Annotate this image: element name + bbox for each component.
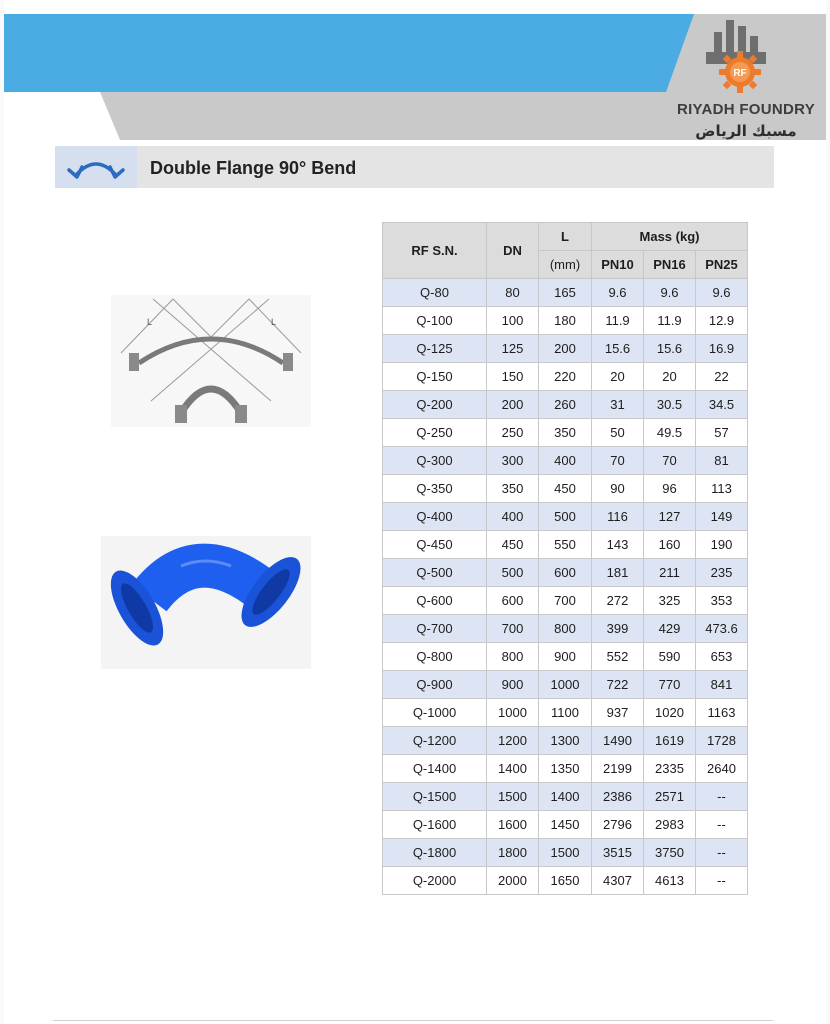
cell-pn25: 22 (696, 363, 748, 391)
cell-pn10: 399 (592, 615, 644, 643)
table-row (383, 839, 748, 867)
cell-pn10: 116 (592, 503, 644, 531)
cell-l: 165 (539, 279, 592, 307)
cell-sn: Q-100 (383, 307, 487, 335)
cell-l: 550 (539, 531, 592, 559)
cell-pn10: 50 (592, 419, 644, 447)
spec-table (382, 222, 748, 895)
table-row (383, 783, 748, 811)
cell-sn: Q-900 (383, 671, 487, 699)
bend-technical-drawing (111, 295, 311, 427)
cell-pn10: 3515 (592, 839, 644, 867)
cell-pn25: 235 (696, 559, 748, 587)
cell-pn16: 211 (644, 559, 696, 587)
table-row (383, 447, 748, 475)
cell-sn: Q-80 (383, 279, 487, 307)
cell-pn16: 30.5 (644, 391, 696, 419)
table-row (383, 699, 748, 727)
cell-pn16: 4613 (644, 867, 696, 895)
cell-sn: Q-1600 (383, 811, 487, 839)
cell-pn10: 15.6 (592, 335, 644, 363)
cell-dn: 80 (487, 279, 539, 307)
cell-pn16: 127 (644, 503, 696, 531)
cell-l: 260 (539, 391, 592, 419)
cell-dn: 1400 (487, 755, 539, 783)
cell-dn: 400 (487, 503, 539, 531)
cell-pn10: 20 (592, 363, 644, 391)
dimension-label-right: L (271, 317, 277, 327)
table-row (383, 727, 748, 755)
cell-pn10: 143 (592, 531, 644, 559)
cell-pn25: 653 (696, 643, 748, 671)
cell-pn25: -- (696, 811, 748, 839)
cell-pn25: 841 (696, 671, 748, 699)
logo-letters: RF (733, 68, 747, 79)
cell-pn10: 31 (592, 391, 644, 419)
cell-sn: Q-1800 (383, 839, 487, 867)
bend-product-photo (101, 536, 311, 669)
cell-l: 1100 (539, 699, 592, 727)
cell-dn: 1000 (487, 699, 539, 727)
cell-pn16: 1020 (644, 699, 696, 727)
cell-pn16: 2335 (644, 755, 696, 783)
cell-pn16: 70 (644, 447, 696, 475)
cell-sn: Q-600 (383, 587, 487, 615)
cell-l: 1400 (539, 783, 592, 811)
cell-pn10: 4307 (592, 867, 644, 895)
cell-l: 900 (539, 643, 592, 671)
table-row (383, 279, 748, 307)
cell-sn: Q-450 (383, 531, 487, 559)
cell-l: 1000 (539, 671, 592, 699)
cell-pn10: 11.9 (592, 307, 644, 335)
table-row (383, 867, 748, 895)
cell-pn10: 722 (592, 671, 644, 699)
cell-dn: 300 (487, 447, 539, 475)
cell-pn25: -- (696, 839, 748, 867)
cell-pn16: 11.9 (644, 307, 696, 335)
cell-l: 220 (539, 363, 592, 391)
header-pn16: PN16 (644, 251, 696, 279)
cell-l: 700 (539, 587, 592, 615)
page-title: Double Flange 90° Bend (150, 158, 357, 178)
table-row (383, 671, 748, 699)
table-row (383, 531, 748, 559)
cell-dn: 900 (487, 671, 539, 699)
cell-dn: 2000 (487, 867, 539, 895)
cell-pn25: 149 (696, 503, 748, 531)
cell-dn: 1500 (487, 783, 539, 811)
header-pn10: PN10 (592, 251, 644, 279)
header-l-unit: (mm) (539, 251, 592, 279)
cell-pn10: 9.6 (592, 279, 644, 307)
table-row (383, 363, 748, 391)
cell-dn: 150 (487, 363, 539, 391)
cell-pn10: 552 (592, 643, 644, 671)
cell-dn: 100 (487, 307, 539, 335)
cell-pn25: 81 (696, 447, 748, 475)
header-dn: DN (487, 223, 539, 279)
table-row (383, 559, 748, 587)
cell-dn: 200 (487, 391, 539, 419)
cell-pn25: 2640 (696, 755, 748, 783)
cell-sn: Q-125 (383, 335, 487, 363)
cell-pn25: 1163 (696, 699, 748, 727)
cell-dn: 350 (487, 475, 539, 503)
cell-pn25: 190 (696, 531, 748, 559)
cell-pn25: 12.9 (696, 307, 748, 335)
cell-dn: 450 (487, 531, 539, 559)
cell-l: 400 (539, 447, 592, 475)
cell-l: 350 (539, 419, 592, 447)
cell-pn10: 272 (592, 587, 644, 615)
cell-sn: Q-200 (383, 391, 487, 419)
cell-pn16: 429 (644, 615, 696, 643)
cell-l: 1450 (539, 811, 592, 839)
cell-pn10: 2386 (592, 783, 644, 811)
header-mass: Mass (kg) (592, 223, 748, 251)
cell-sn: Q-250 (383, 419, 487, 447)
cell-dn: 125 (487, 335, 539, 363)
cell-pn16: 9.6 (644, 279, 696, 307)
cell-pn10: 2199 (592, 755, 644, 783)
cell-dn: 500 (487, 559, 539, 587)
table-row (383, 335, 748, 363)
cell-pn25: 1728 (696, 727, 748, 755)
cell-dn: 250 (487, 419, 539, 447)
cell-l: 1650 (539, 867, 592, 895)
cell-pn16: 3750 (644, 839, 696, 867)
cell-sn: Q-350 (383, 475, 487, 503)
table-row (383, 811, 748, 839)
table-row (383, 475, 748, 503)
cell-sn: Q-1200 (383, 727, 487, 755)
cell-pn10: 1490 (592, 727, 644, 755)
cell-pn25: 353 (696, 587, 748, 615)
cell-sn: Q-1400 (383, 755, 487, 783)
cell-pn16: 1619 (644, 727, 696, 755)
cell-sn: Q-1000 (383, 699, 487, 727)
curved-arrow-icon (55, 146, 137, 188)
table-row (383, 391, 748, 419)
cell-l: 450 (539, 475, 592, 503)
title-icon-box (55, 146, 137, 188)
cell-pn16: 96 (644, 475, 696, 503)
cell-sn: Q-800 (383, 643, 487, 671)
catalog-page (4, 0, 826, 1024)
cell-sn: Q-150 (383, 363, 487, 391)
spec-table-body (383, 279, 748, 895)
cell-sn: Q-400 (383, 503, 487, 531)
cell-pn25: 473.6 (696, 615, 748, 643)
cell-l: 1500 (539, 839, 592, 867)
cell-l: 500 (539, 503, 592, 531)
cell-pn16: 2983 (644, 811, 696, 839)
cell-pn10: 90 (592, 475, 644, 503)
cell-dn: 1800 (487, 839, 539, 867)
cell-dn: 700 (487, 615, 539, 643)
table-row (383, 755, 748, 783)
cell-dn: 1200 (487, 727, 539, 755)
cell-dn: 600 (487, 587, 539, 615)
cell-l: 800 (539, 615, 592, 643)
table-row (383, 643, 748, 671)
brand-name-english: RIYADH FOUNDRY (676, 101, 816, 118)
footer-divider (53, 1020, 773, 1021)
table-row (383, 587, 748, 615)
cell-pn16: 590 (644, 643, 696, 671)
cell-pn16: 2571 (644, 783, 696, 811)
cell-pn16: 770 (644, 671, 696, 699)
table-row (383, 503, 748, 531)
dimension-label-left: L (147, 317, 153, 327)
cell-sn: Q-1500 (383, 783, 487, 811)
cell-pn10: 70 (592, 447, 644, 475)
cell-pn16: 49.5 (644, 419, 696, 447)
table-row (383, 307, 748, 335)
header-sn: RF S.N. (383, 223, 487, 279)
cell-l: 180 (539, 307, 592, 335)
cell-pn16: 15.6 (644, 335, 696, 363)
cell-pn16: 20 (644, 363, 696, 391)
header-pn25: PN25 (696, 251, 748, 279)
cell-l: 1300 (539, 727, 592, 755)
cell-l: 600 (539, 559, 592, 587)
cell-pn25: -- (696, 783, 748, 811)
cell-pn10: 2796 (592, 811, 644, 839)
cell-sn: Q-2000 (383, 867, 487, 895)
cell-pn25: 113 (696, 475, 748, 503)
cell-sn: Q-500 (383, 559, 487, 587)
cell-pn25: 57 (696, 419, 748, 447)
cell-sn: Q-300 (383, 447, 487, 475)
cell-pn10: 937 (592, 699, 644, 727)
header-l: L (539, 223, 592, 251)
table-row (383, 615, 748, 643)
cell-pn25: 9.6 (696, 279, 748, 307)
cell-l: 1350 (539, 755, 592, 783)
cell-pn16: 160 (644, 531, 696, 559)
cell-dn: 800 (487, 643, 539, 671)
cell-dn: 1600 (487, 811, 539, 839)
cell-pn10: 181 (592, 559, 644, 587)
cell-pn25: 34.5 (696, 391, 748, 419)
cell-l: 200 (539, 335, 592, 363)
cell-pn16: 325 (644, 587, 696, 615)
cell-pn25: -- (696, 867, 748, 895)
brand-name-arabic: مسبك الرياض (695, 122, 797, 140)
cell-pn25: 16.9 (696, 335, 748, 363)
table-row (383, 419, 748, 447)
cell-sn: Q-700 (383, 615, 487, 643)
